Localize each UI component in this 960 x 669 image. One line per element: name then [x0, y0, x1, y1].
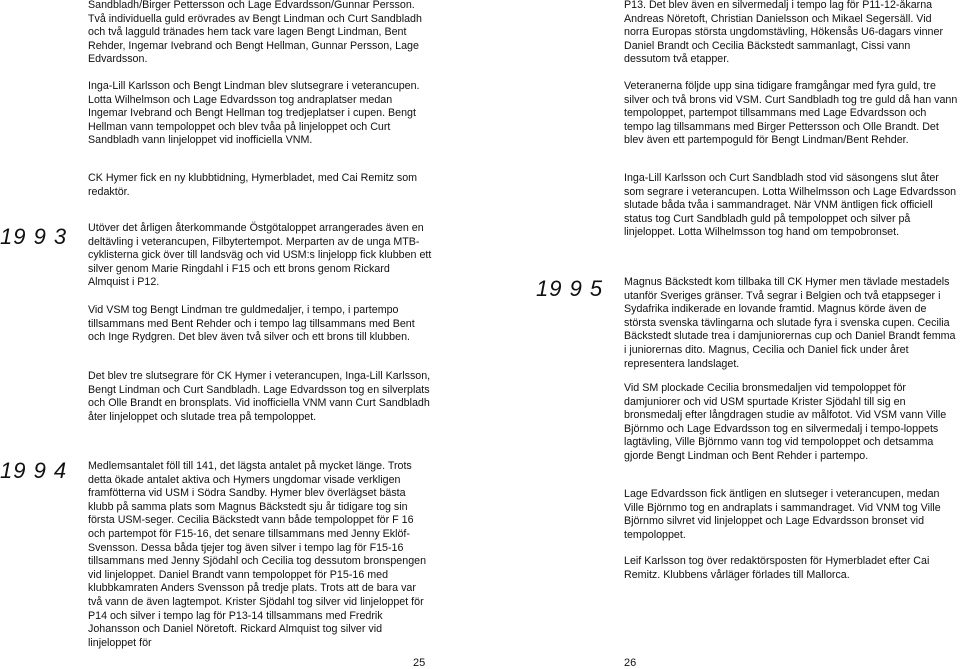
paragraph: Inga-Lill Karlsson och Bengt Lindman blev slutsegrare i veterancupen. Lotta Wilhelmson och Lage Edvardsson tog andraplatser medan Ingemar Ivebrand och Bengt Hellman tog tredjeplatser i cupen. Bengt Hellman vann tempoloppet och blev tvåa på linjeloppet och Curt Sandbladh vann linjeloppet vid inofficiella VNM. — [88, 80, 420, 147]
page-number-right: 26 — [624, 657, 637, 669]
paragraph: Leif Karlsson tog över redaktörsposten för Hymerbladet efter Cai Remitz. Klubbens vårläger förlades till Mallorca. — [624, 555, 930, 581]
paragraph: Veteranerna följde upp sina tidigare framgångar med fyra guld, tre silver och två brons vid VSM. Curt Sandbladh tog tre guld då han vann tempoloppet, partempot tillsammans med Lage Edvardsson och tempo lag tillsammans med Birger Pettersson och Olle Brandt. Det blev även ett partempoguld för Bengt Lindman/Bent Rehder. — [624, 80, 958, 147]
paragraph: Magnus Bäckstedt kom tillbaka till CK Hymer men tävlade mestadels utanför Sveriges gränser. Två segrar i Belgien och två etappseger i Sydafrika indikerade en lovande framtid. Magnus körde även de största svenska tävlingarna och slutade fyra i svenska cupen. Cecilia Bäckstedt slutade trea i damjuniorernas cup och Daniel Brandt femma i juniorernas dito. Magnus, Cecilia och Daniel fick under året representera landslaget. — [624, 276, 956, 370]
year-label-1995: 19 9 5 — [536, 276, 604, 301]
year-label-1994: 19 9 4 — [0, 458, 68, 483]
paragraph: Utöver det årligen återkommande Östgötaloppet arrangerades även en deltävling i veterancupen, Filbytertempot. Merparten av de unga MTB-cyklisterna gick över till landsväg och vid USM:s linjelopp fick klubben ett silver genom Marie Ringdahl i F15 och ett brons genom Rickard Almquist i P12. — [88, 222, 432, 289]
paragraph: Inga-Lill Karlsson och Curt Sandbladh stod vid säsongens slut åter som segrare i veterancupen. Lotta Wilhelmsson och Lage Edvardsson slutade båda tvåa i sammandraget. När VNM äntligen fick officiell status tog Curt Sandbladh guld på tempoloppet och silver på linjeloppet. Lotta Wilhelmsson tog hand om tempobronset. — [624, 172, 957, 239]
paragraph: Lage Edvardsson fick äntligen en slutseger i veterancupen, medan Ville Björnmo tog en andraplats i sammandraget. Vid VNM tog Ville Björnmo silvret vid linjeloppet och Lage Edvardsson bronset vid tempoloppet. — [624, 488, 941, 541]
paragraph: Medlemsantalet föll till 141, det lägsta antalet på mycket länge. Trots detta ökade antalet aktiva och Hymers ungdomar visade verkligen framfötterna vid USM i Södra Sandby. Hymer blev överlägset bästa klubb på samma plats som Magnus Bäckstedt sju år tidigare tog sin första USM-seger. Cecilia Bäckstedt vann både tempoloppet för F 16 och partempot för F15-16, det senare tillsammans med Jenny Eklöf-Svensson. Dessa båda tjejer tog även silver i tempo lag för F15-16 tillsammans med Jenny Sjödahl och Cecilia tog dessutom bronspengen vid linjeloppet. Daniel Brandt vann tempoloppet för P15-16 med klubbkamraten Anders Svensson på tredje plats. Trots att de bara var två vann de även lagtempot. Krister Sjödahl tog silver vid linjeloppet för P14 och silver i tempo lag för P13-14 tillsammans med Fredrik Johansson och Daniel Nöretoft. Rickard Almquist tog silver vid linjeloppet för — [88, 460, 427, 649]
paragraph: Vid VSM tog Bengt Lindman tre guldmedaljer, i tempo, i partempo tillsammans med Bent Rehder och i tempo lag tillsammans med Bent och Inge Rydgren. Det blev även två silver och ett brons till klubben. — [88, 304, 415, 344]
year-label-1993: 19 9 3 — [0, 224, 68, 249]
paragraph: Vid SM plockade Cecilia bronsmedaljen vid tempoloppet för damjuniorer och vid USM spurtade Krister Sjödahl till sig en bronsmedalj efter långdragen studie av målfotot. Vid VSM vann Ville Björnmo och Lage Edvardsson tog en silvermedalj i tempo-loppets lagtävling, Ville Björnmo vann tog vid tempoloppet och detsamma gjorde Bengt Lindman och Bent Rehder i partempo. — [624, 382, 947, 462]
paragraph: Sandbladh/Birger Pettersson och Lage Edvardsson/Gunnar Persson. Två individuella guld erövrades av Bengt Lindman och Curt Sandbladh och två lagguld tränades hem tack vare lagen Bengt Lindman, Bent Rehder, Ingemar Ivebrand och Bengt Hellman, Gunnar Persson, Lage Edvardsson. — [88, 0, 422, 66]
paragraph: CK Hymer fick en ny klubbtidning, Hymerbladet, med Cai Remitz som redaktör. — [88, 172, 418, 198]
page-number-left: 25 — [413, 657, 426, 669]
paragraph: P13. Det blev även en silvermedalj i tempo lag för P11-12-åkarna Andreas Nöretoft, Christian Danielsson och Mikael Segersäll. Vid norra Europas största ungdomstävling, Hökensås U6-dagars vinner Daniel Brandt och Cecilia Bäckstedt sammanlagt, Cissi vann dessutom två etapper. — [624, 0, 944, 66]
paragraph: Det blev tre slutsegrare för CK Hymer i veterancupen, Inga-Lill Karlsson, Bengt Lindman och Curt Sandbladh. Lage Edvardsson tog en silverplats och Olle Brandt en bronsplats. Vid inofficiella VNM vann Curt Sandbladh åter linjeloppet och slutade trea på tempoloppet. — [88, 370, 431, 423]
